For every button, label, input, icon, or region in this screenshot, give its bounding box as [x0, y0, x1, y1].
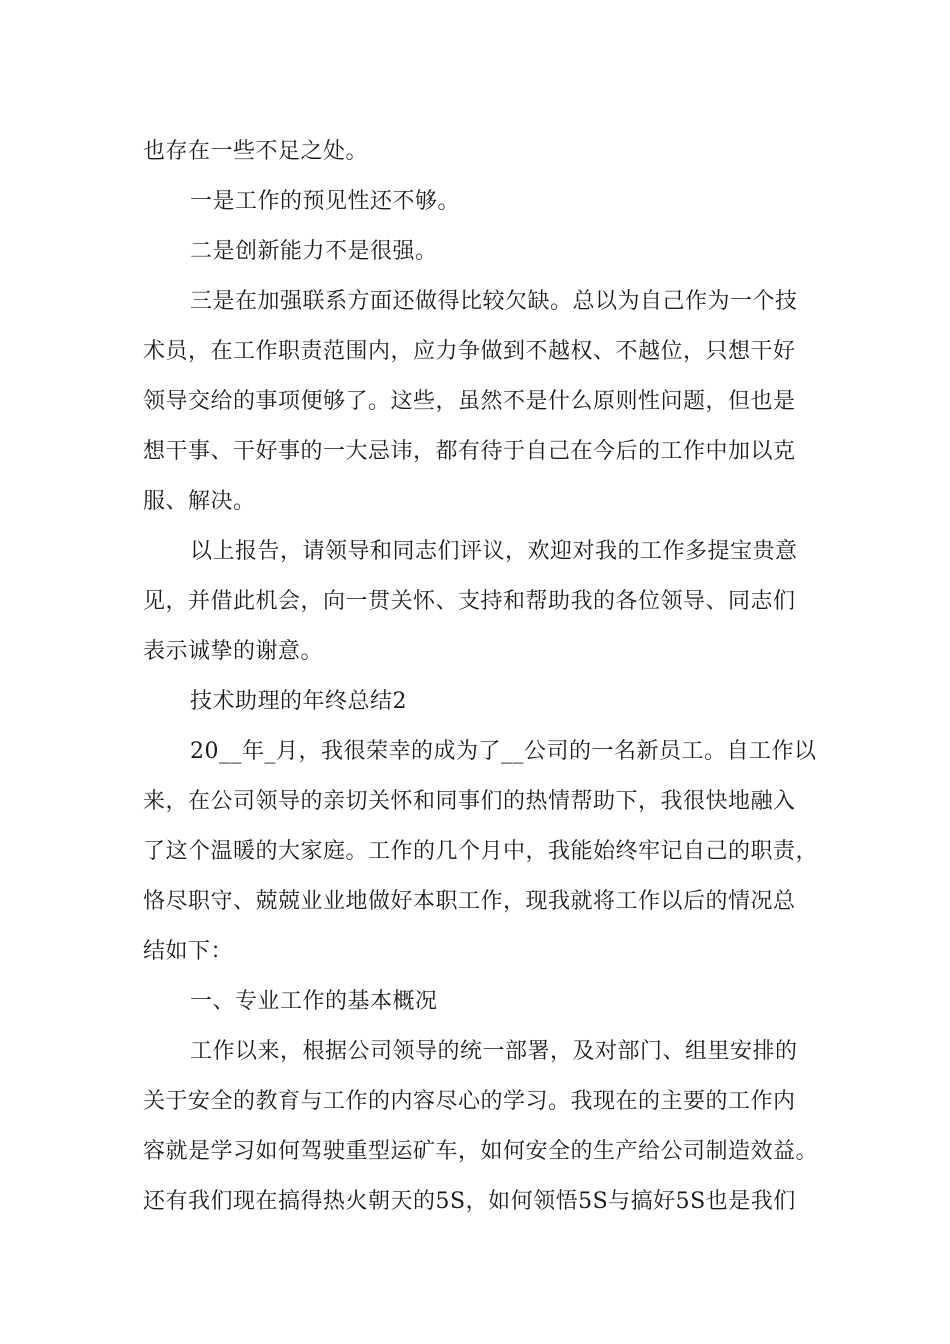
section-title: 技术助理的年终总结2 [190, 689, 407, 714]
text-line: 一是工作的预见性还不够。 [190, 189, 461, 214]
text-line: 服、解决。 [143, 489, 256, 514]
text-line: 以上报告，请领导和同志们评议，欢迎对我的工作多提宝贵意 [190, 539, 798, 564]
text-line: 了这个温暖的大家庭。工作的几个月中，我能始终牢记自己的职责， [143, 839, 819, 864]
text-line: 表示诚挚的谢意。 [143, 639, 324, 664]
text-line: 容就是学习如何驾驶重型运矿车，如何安全的生产给公司制造效益。 [143, 1139, 819, 1164]
text-line: 三是在加强联系方面还做得比较欠缺。总以为自己作为一个技 [190, 289, 798, 314]
text-line: 工作以来，根据公司领导的统一部署，及对部门、组里安排的 [190, 1039, 798, 1064]
text-line: 想干事、干好事的一大忌讳，都有待于自己在今后的工作中加以克 [143, 439, 796, 464]
text-line: 关于安全的教育与工作的内容尽心的学习。我现在的主要的工作内 [143, 1089, 796, 1114]
text-line: 领导交给的事项便够了。这些，虽然不是什么原则性问题，但也是 [143, 389, 796, 414]
text-line: 见，并借此机会，向一贯关怀、支持和帮助我的各位领导、同志们 [143, 589, 796, 614]
text-line: 来，在公司领导的亲切关怀和同事们的热情帮助下，我很快地融入 [143, 789, 796, 814]
text-line: 结如下： [143, 939, 234, 964]
text-line: 术员，在工作职责范围内，应力争做到不越权、不越位，只想干好 [143, 339, 796, 364]
text-line: 也存在一些不足之处。 [143, 139, 369, 164]
text-line: 还有我们现在搞得热火朝天的5S，如何领悟5S与搞好5S也是我们 [143, 1189, 796, 1214]
text-line: 20__年_月，我很荣幸的成为了__公司的一名新员工。自工作以 [190, 739, 817, 764]
text-line: 二是创新能力不是很强。 [190, 239, 438, 264]
section-heading: 一、专业工作的基本概况 [190, 989, 438, 1014]
text-line: 恪尽职守、兢兢业业地做好本职工作，现我就将工作以后的情况总 [143, 889, 796, 914]
